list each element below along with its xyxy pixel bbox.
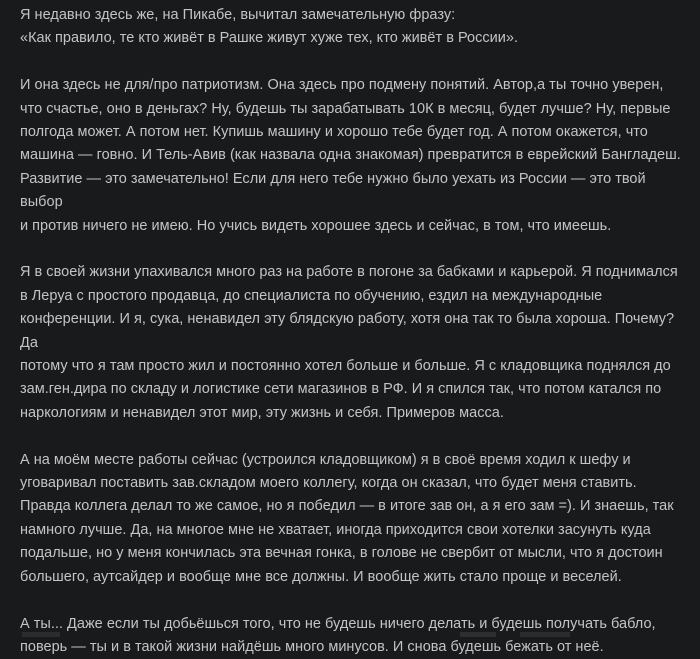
post-body: [20, 4, 692, 659]
cropped-bottom-strip: [0, 632, 700, 637]
post-paragraph-1: Я недавно здесь же, на Пикабе, вычитал замечательную фразу: «Как правило, те кто живёт в Рашке живут хуже тех, кто живёт в России».: [20, 4, 692, 51]
post-paragraph-5: А ты... Даже если ты добьёшься того, что не будешь ничего делать и будешь получать бабло, поверь — ты и в такой жизни найдёшь много минусов. И снова будешь бежать от неё.: [20, 613, 692, 659]
post-paragraph-3: Я в своей жизни упахивался много раз на работе в погоне за бабками и карьерой. Я поднимался в Леруа с простого продавца, до специалиста по обучению, ездил на международные конференции. И я, сука, ненавидел эту блядскую работу, хотя она так то была хороша. Почему? Да потому что я там просто жил и постоянно хотел больше и больше. Я с кладовщика поднялся до зам.ген.дира по складу и логистике сети магазинов в РФ. И я спился так, что потом катался по наркологиям и ненавидел этот мир, эту жизнь и себя. Примеров масса.: [20, 261, 692, 425]
post-paragraph-4: А на моём месте работы сейчас (устроился кладовщиком) я в своё время ходил к шефу и уговаривал поставить зав.складом моего коллегу, когда он сказал, что будет меня ставить. Правда коллега делал то же самое, но я победил — в итоге зав он, а я его зам =). И знаешь, так намного лучше. Да, на многое мне не хватает, иногда приходится свои хотелки засунуть куда подальше, но у меня кончилась эта вечная гонка, в голове не свербит от мысли, что я достоин большего, аутсайдер и вообще мне все должны. И вообще жить стало проще и веселей.: [20, 449, 692, 589]
post-paragraph-2: И она здесь не для/про патриотизм. Она здесь про подмену понятий. Автор,а ты точно уверен, что счастье, оно в деньгах? Ну, будешь ты зарабатывать 10К в месяц, будет лучше? Ну, первые полгода может. А потом нет. Купишь машину и хорошо тебе будет год. А потом окажется, что машина — говно. И Тель-Авив (как назвала одна знакомая) превратится в еврейский Бангладеш. Развитие — это замечательно! Если для него тебе нужно было уехать из России — это твой выбор и против ничего не имею. Но учись видеть хорошее здесь и сейчас, в том, что имеешь.: [20, 74, 692, 238]
